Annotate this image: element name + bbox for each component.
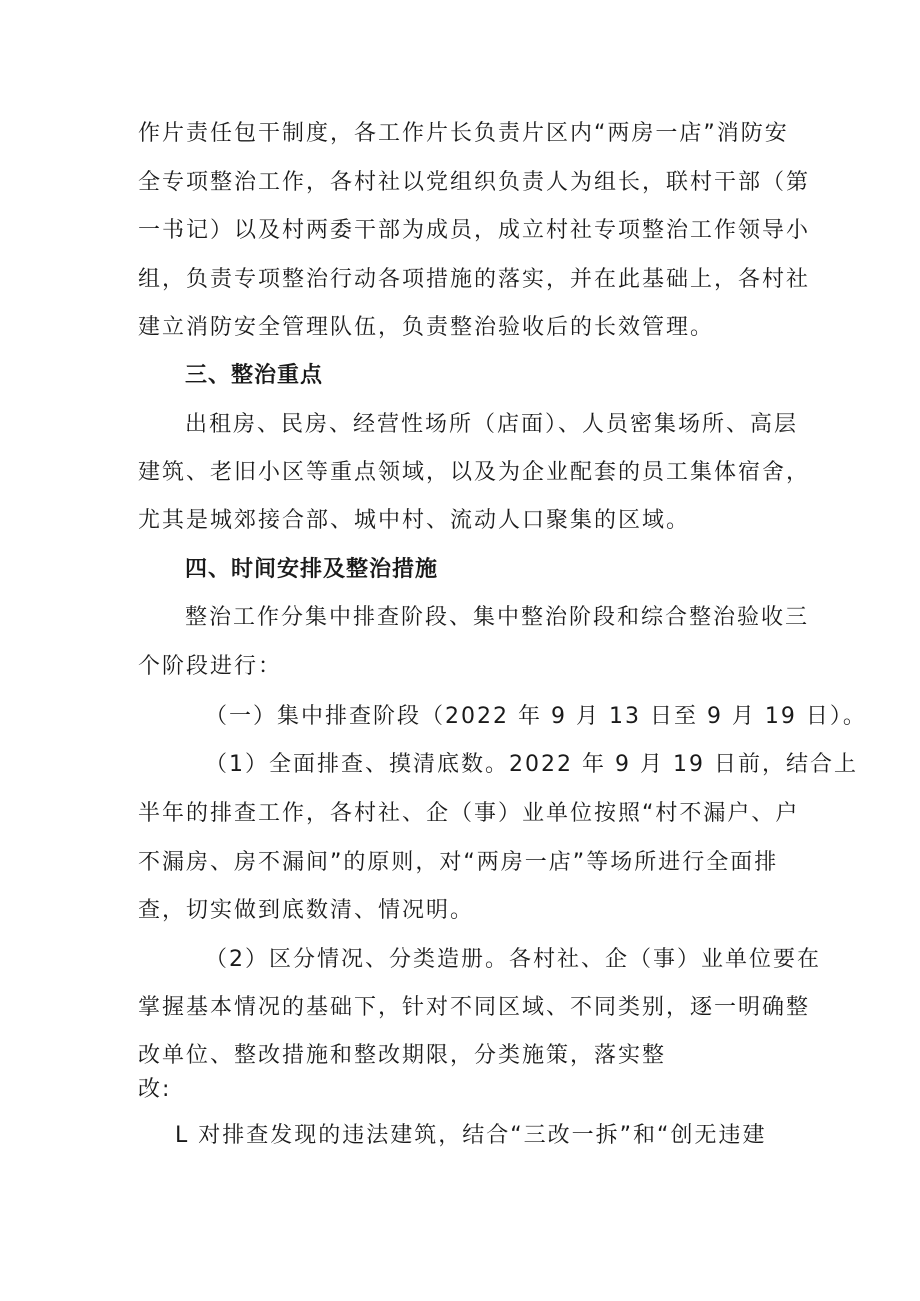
- paragraph-line: （1）全面排查、摸清底数。2022 年 9 月 19 日前，结合上: [205, 752, 858, 777]
- paragraph-line: 建筑、老旧小区等重点领域，以及为企业配套的员工集体宿舍，: [138, 460, 811, 485]
- paragraph-line: 不漏房、房不漏间”的原则，对“两房一店”等场所进行全面排: [138, 850, 779, 875]
- paragraph-line: 半年的排查工作，各村社、企（事）业单位按照“村不漏户、户: [138, 801, 800, 826]
- paragraph-line: 改:: [138, 1077, 172, 1102]
- paragraph-line: 个阶段进行：: [138, 654, 283, 679]
- paragraph-line: 查，切实做到底数清、情况明。: [138, 898, 475, 923]
- paragraph-line: 一书记）以及村两委干部为成员，成立村社专项整治工作领导小: [138, 218, 811, 243]
- paragraph-line: 尤其是城郊接合部、城中村、流动人口聚集的区域。: [138, 508, 691, 533]
- subsection-heading: （一）集中排查阶段（2022 年 9 月 13 日至 9 月 19 日）。: [205, 704, 867, 729]
- paragraph-line: 组，负责专项整治行动各项措施的落实，并在此基础上，各村社: [138, 267, 811, 292]
- paragraph-line: 建立消防安全管理队伍，负责整治验收后的长效管理。: [138, 315, 715, 340]
- paragraph-line: （2）区分情况、分类造册。各村社、企（事）业单位要在: [205, 947, 821, 972]
- paragraph-line: 全专项整治工作，各村社以党组织负责人为组长，联村干部（第: [138, 170, 811, 195]
- section-heading-4: 四、时间安排及整治措施: [185, 557, 439, 582]
- paragraph-line: 整治工作分集中排查阶段、集中整治阶段和综合整治验收三: [185, 605, 810, 630]
- paragraph-line: 掌握基本情况的基础下，针对不同区域、不同类别，逐一明确整: [138, 995, 811, 1020]
- paragraph-line: L 对排查发现的违法建筑，结合“三改一拆”和“创无违建: [175, 1123, 767, 1148]
- paragraph-line: 出租房、民房、经营性场所（店面）、人员密集场所、高层: [185, 412, 799, 437]
- paragraph-line: 改单位、整改措施和整改期限，分类施策，落实整: [138, 1043, 667, 1068]
- paragraph-line: 作片责任包干制度，各工作片长负责片区内“两房一店”消防安: [138, 121, 789, 146]
- section-heading-3: 三、整治重点: [185, 363, 324, 388]
